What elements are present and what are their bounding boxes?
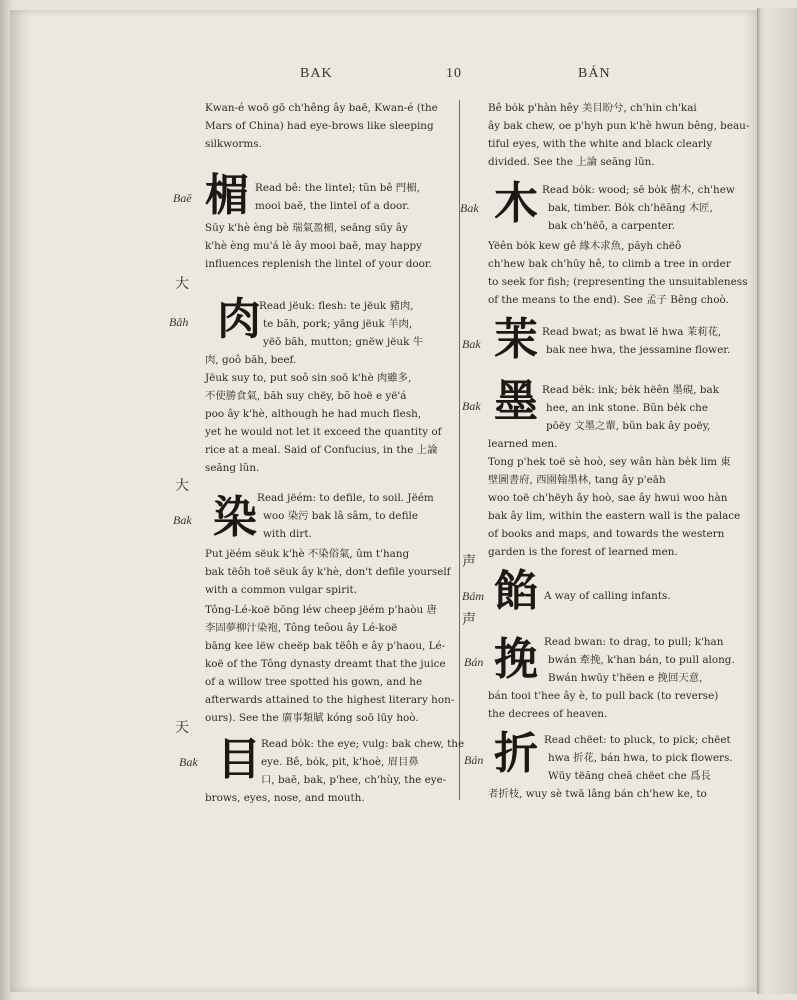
text-line: influences replenish the lintel of your door. bbox=[205, 258, 433, 270]
entry-label: Bám bbox=[462, 589, 484, 603]
text-line: A way of calling infants. bbox=[544, 590, 671, 602]
header-right-word: BÁN bbox=[578, 66, 611, 81]
text-line: silkworms. bbox=[205, 138, 262, 150]
entry-label: Bak bbox=[462, 399, 481, 413]
text-line: the decrees of heaven. bbox=[488, 708, 608, 720]
text-line: koë of the Tông dynasty dreamt that the juice bbox=[205, 658, 446, 670]
text-line: bwán 牽挽, k'han bán, to pull along. bbox=[548, 654, 735, 666]
page-edge-stack bbox=[757, 8, 797, 994]
text-line: Tông-Lé-koë bōng léw cheep jëém p'haòu 唐 bbox=[205, 604, 437, 616]
text-line: Wūy tëăng cheă chëet che 爲長 bbox=[548, 770, 711, 782]
text-line: poo ây k'hè, although he had much flesh, bbox=[205, 408, 422, 420]
text-line: 口, baē, bak, p'hee, ch'hùy, the eye- bbox=[261, 774, 447, 786]
text-line: afterwards attained to the highest literary hon- bbox=[205, 694, 455, 706]
text-line: Bê bo̍k p'hàn hêy 美目盼兮, ch'hin ch'kai bbox=[488, 102, 697, 114]
text-line: bán tooi t'hee ây è, to pull back (to reverse) bbox=[488, 690, 719, 702]
text-line: Read bo̍k: wood; sē bo̍k 樹木, ch'hew bbox=[542, 184, 735, 196]
text-line: eye. Bê, bo̍k, pit, k'hoè, 眉目鼻 bbox=[261, 756, 419, 768]
text-line: Read bê: the lintel; tŭn bê 門楣, bbox=[255, 182, 420, 194]
text-line: Read bwat; as bwat lë hwa 茉莉花, bbox=[542, 326, 722, 338]
text-line: 者折枝, wuy sè twā lâng bán ch'hew ke, to bbox=[488, 788, 707, 800]
text-line: bak nee hwa, the jessamine flower. bbox=[546, 344, 731, 356]
radical-marker: 天 bbox=[175, 720, 189, 736]
text-line: Yëên bo̍k kew gê 緣木求魚, păyh chëô bbox=[488, 240, 682, 252]
headword-char: 餡 bbox=[494, 566, 538, 617]
text-line: Read jëuk: flesh: te jëuk 豬肉, bbox=[259, 300, 414, 312]
text-line: ours). See the 廣事類賦 kóng soō lūy hoò. bbox=[205, 712, 419, 724]
headword-char: 木 bbox=[494, 178, 538, 229]
headword-char: 肉 bbox=[217, 294, 261, 345]
headword-char: 目 bbox=[217, 734, 261, 785]
text-line: Read bo̍k: the eye; vulg: bak chew, the bbox=[261, 738, 465, 750]
text-line: Sūy k'hè èng bè 瑞氣盈楣, seāng sūy ây bbox=[205, 222, 408, 234]
text-line: pōëy 文墨之輩, bŭn bak ây poëy, bbox=[546, 420, 711, 432]
text-line: of the means to the end). See 孟子 Bêng choò. bbox=[488, 294, 729, 306]
entry-label: Băh bbox=[169, 315, 189, 329]
text-line: Put jëém sëuk k'hè 不染俗氣, ûm t'hang bbox=[205, 548, 410, 560]
text-line: bak ch'hëô, a carpenter. bbox=[548, 220, 675, 232]
entry-label: Bak bbox=[179, 755, 198, 769]
text-line: woo 染污 bak lâ sâm, to defile bbox=[263, 510, 418, 522]
text-line: ây bak chew, oe p'hyh pun k'hè hwun bêng, beau- bbox=[488, 120, 750, 132]
entry-label: Bak bbox=[173, 513, 192, 527]
text-line: ch'hew bak ch'hūy hê, to climb a tree in order bbox=[488, 258, 731, 270]
text-line: bak tëôh toë sëuk ây k'hè, don't defile yourself bbox=[205, 566, 451, 578]
text-line: Kwan-é woō gō ch'hêng ây baē, Kwan-é (the bbox=[205, 102, 438, 114]
text-line: Mars of China) had eye-brows like sleeping bbox=[205, 120, 434, 132]
text-line: yëō băh, mutton; gnëw jëuk 牛 bbox=[263, 336, 424, 348]
entry-label: Bán bbox=[464, 655, 484, 669]
radical-marker: 声 bbox=[462, 554, 476, 570]
entry-label: Bak bbox=[460, 201, 479, 215]
text-line: hwa 折花, bán hwa, to pick flowers. bbox=[548, 752, 733, 764]
text-line: 李固夢柳汁染袍, Tông teôou ây Lé-koë bbox=[205, 622, 398, 634]
text-line: of books and maps, and towards the western bbox=[488, 528, 725, 540]
entry-label: Bak bbox=[462, 337, 481, 351]
text-line: bak ây lim, within the eastern wall is the palace bbox=[488, 510, 741, 522]
text-line: mooi baē, the lintel of a door. bbox=[255, 200, 410, 212]
headword-char: 墨 bbox=[494, 376, 538, 427]
text-line: Read bwan: to drag, to pull; k'han bbox=[544, 636, 724, 648]
entry-label: Bán bbox=[464, 753, 484, 767]
text-line: Read chëet: to pluck, to pick; chëet bbox=[544, 734, 731, 746]
radical-marker: 大 bbox=[175, 276, 189, 292]
text-line: tiful eyes, with the white and black clearly bbox=[488, 138, 713, 150]
radical-marker: 大 bbox=[175, 478, 189, 494]
spine-shadow bbox=[10, 10, 32, 992]
header-left-word: BAK bbox=[300, 66, 333, 81]
headword-char: 折 bbox=[494, 728, 538, 779]
text-line: 不使勝食氣, băh suy chëy, bŏ hoë e yë'á bbox=[205, 390, 407, 402]
page-number: 10 bbox=[446, 66, 462, 81]
entry-label: Baē bbox=[173, 191, 192, 205]
text-line: yet he would not let it exceed the quantity of bbox=[205, 426, 442, 438]
text-line: woo toë ch'hëyh ây hoò, sae ây hwui woo hàn bbox=[488, 492, 728, 504]
text-line: learned men. bbox=[488, 438, 558, 450]
text-line: bak, timber. Bo̍k ch'hëăng 木匠, bbox=[548, 202, 713, 214]
text-line: k'hè èng mu'á lè ây mooi baē, may happy bbox=[205, 240, 423, 252]
text-line: to seek for fish; (representing the unsuitableness bbox=[488, 276, 748, 288]
headword-char: 挽 bbox=[494, 634, 538, 685]
text-line: seăng lŭn. bbox=[205, 462, 260, 474]
text-line: te băh, pork; yāng jëuk 羊肉, bbox=[263, 318, 413, 330]
text-line: Tong p'hek toë sè hoò, sey wân hàn be̍k lim 東 bbox=[488, 456, 731, 468]
headword-char: 茉 bbox=[494, 314, 538, 365]
text-line: 壁圖書府, 西園翰墨林, tang ây p'eāh bbox=[488, 474, 666, 486]
text-line: with dirt. bbox=[263, 528, 312, 540]
headword-char: 楣 bbox=[205, 170, 249, 221]
text-line: hee, an ink stone. Bŭn be̍k che bbox=[546, 402, 708, 414]
text-line: rice at a meal. Said of Confucius, in the 上論 bbox=[205, 444, 438, 456]
text-line: bāng kee lëw cheëp bak tëôh e ây p'haou, Lé- bbox=[205, 640, 446, 652]
text-line: brows, eyes, nose, and mouth. bbox=[205, 792, 365, 804]
text-line: divided. See the 上論 seăng lŭn. bbox=[488, 156, 655, 168]
headword-char: 染 bbox=[213, 492, 257, 543]
radical-marker: 声 bbox=[462, 612, 476, 628]
text-line: Bwán hwūy t'hëen e 挽回天意, bbox=[548, 672, 703, 684]
text-line: 肉, goô băh, beef. bbox=[205, 354, 297, 366]
text-line: Read be̍k: ink; be̍k hëên 墨硯, bak bbox=[542, 384, 720, 396]
text-line: Read jëém: to defile, to soil. Jëém bbox=[257, 492, 434, 504]
text-line: Jëuk suy to, put soô sin soō k'hè 肉雖多, bbox=[205, 372, 412, 384]
text-line: of a willow tree spotted his gown, and he bbox=[205, 676, 423, 688]
text-line: with a common vulgar spirit. bbox=[205, 584, 357, 596]
text-line: garden is the forest of learned men. bbox=[488, 546, 678, 558]
